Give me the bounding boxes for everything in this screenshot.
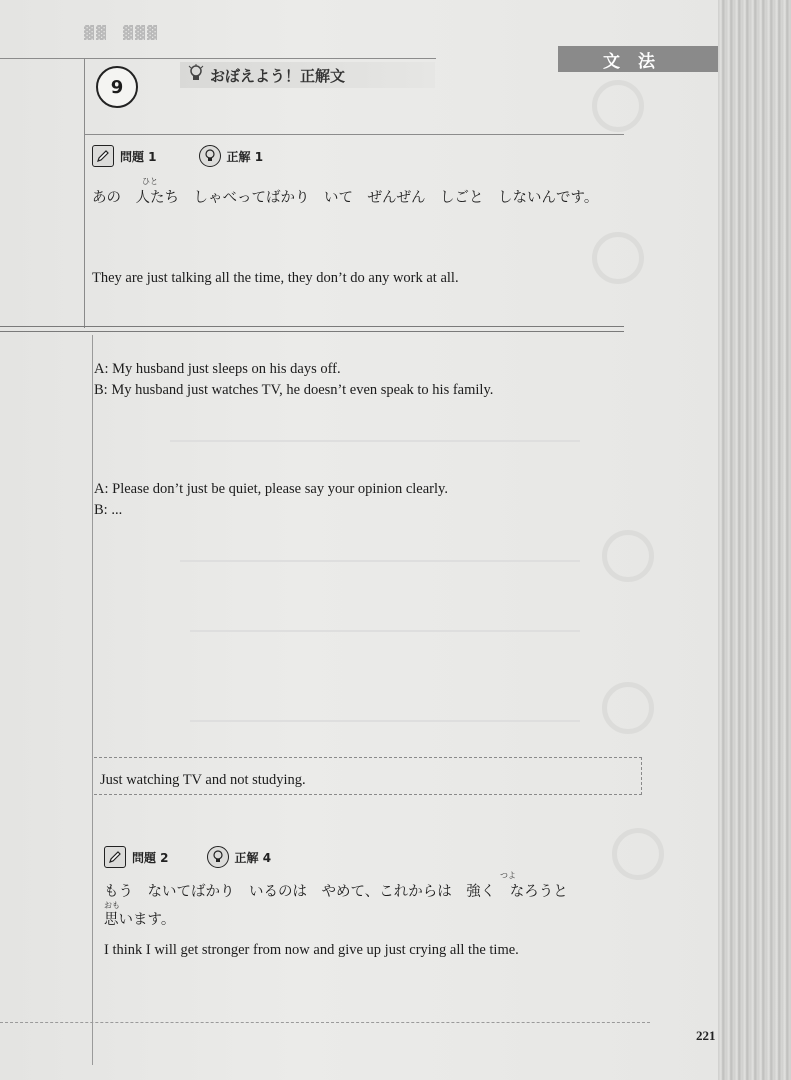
bleed-through-circle (612, 828, 664, 880)
q1-furigana: ひと (142, 177, 158, 186)
lesson-number-badge: 9 (96, 66, 138, 108)
divider (84, 134, 624, 135)
q1-problem-label: 問題 1 (120, 149, 157, 164)
q2-answer-label: 正解 4 (234, 850, 272, 865)
q2-furigana-tsuyo: つよ (500, 871, 516, 880)
q2-problem-label: 問題 2 (132, 850, 169, 865)
double-rule-top (0, 326, 624, 327)
pencil-icon (104, 846, 126, 868)
lightbulb-icon (188, 64, 204, 87)
example-line: B: ... (94, 502, 123, 518)
example-line: B: My husband just watches TV, he doesn’t even speak to his family. (94, 382, 494, 398)
section-tab: 文法 (558, 46, 718, 72)
lightbulb-icon (199, 145, 221, 167)
q2-furigana-omo: おも (104, 901, 120, 910)
memorize-banner (180, 62, 435, 88)
stacked-page-edges (718, 0, 791, 1080)
example-line: A: Please don’t just be quiet, please say your opinion clearly. (94, 481, 448, 497)
page-number: 221 (696, 1028, 716, 1043)
boxed-example-text: Just watching TV and not studying. (100, 772, 306, 788)
bleed-through-line (190, 630, 580, 632)
double-rule-bottom (0, 331, 624, 332)
bleed-through-circle (602, 682, 654, 734)
bleed-through-circle (592, 232, 644, 284)
left-margin-rule (84, 58, 85, 328)
footer-dashed-line (0, 1022, 650, 1023)
top-rule (0, 58, 436, 59)
bleed-through-circle (592, 80, 644, 132)
q1-japanese-sentence: あの 人たち しゃべってばかり いて ぜんぜん しごと しないんです。 (92, 190, 599, 206)
example-line: A: My husband just sleeps on his days off. (94, 361, 341, 377)
q2-japanese-line1: もう ないてばかり いるのは やめて、これからは 強く なろうと (104, 884, 568, 900)
bleed-through-circle (602, 530, 654, 582)
q2-japanese-line2: 思います。 (104, 912, 176, 928)
left-margin-rule (92, 335, 93, 1065)
banner-title: おぼえよう！正解文 (210, 66, 346, 85)
pencil-icon (92, 145, 114, 167)
q1-answer-label: 正解 1 (226, 149, 264, 164)
bleed-through-line (190, 720, 580, 722)
bleed-through-text: ▓▓ ▓▓▓ (84, 26, 159, 41)
q1-english-translation: They are just talking all the time, they don’t do any work at all. (92, 270, 459, 286)
bleed-through-line (170, 440, 580, 442)
lightbulb-icon (207, 846, 229, 868)
q2-header (104, 846, 271, 868)
q2-english-translation: I think I will get stronger from now and give up just crying all the time. (104, 942, 519, 958)
bleed-through-line (180, 560, 580, 562)
q1-header (92, 145, 263, 167)
